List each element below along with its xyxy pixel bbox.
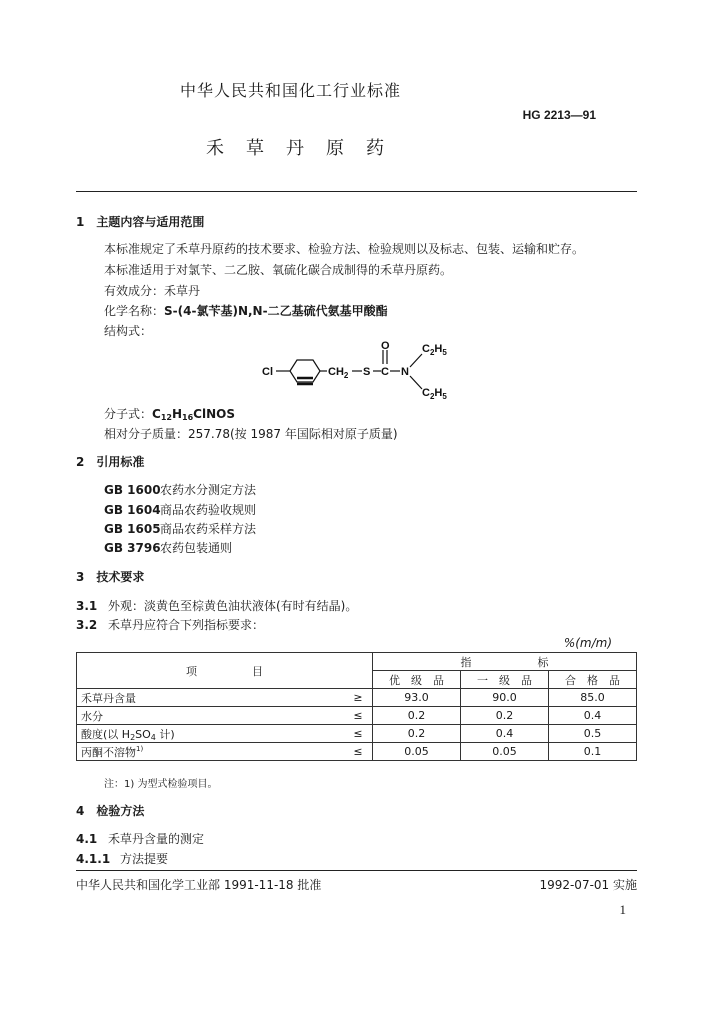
table-cell: 0.2 <box>460 707 548 725</box>
column-header-index: 指 标 <box>372 653 636 671</box>
section-1-paragraph-1: 本标准规定了禾草丹原药的技术要求、检验方法、检验规则以及标志、包装、运输和贮存。 <box>104 242 585 256</box>
table-cell: 0.4 <box>460 725 548 743</box>
molecular-formula-label: 分子式： <box>104 407 153 421</box>
section-2-heading: 2 引用标准 <box>76 455 145 469</box>
comparison-operator: ≤ <box>344 743 373 761</box>
comparison-operator: ≥ <box>344 689 373 707</box>
molecular-mass: 相对分子质量：257.78(按 1987 年国际相对原子质量) <box>104 427 398 441</box>
methylene-group: $CH_2$ <box>328 366 349 380</box>
chemical-name-value: S-(4-氯苄基)N,N-二乙基硫代氨基甲酸酯 <box>164 304 388 318</box>
specification-table <box>76 652 637 761</box>
table-header-row <box>77 653 637 671</box>
table-cell: 93.0 <box>372 689 460 707</box>
page-number: 1 <box>619 902 626 917</box>
section-1-paragraph-2: 本标准适用于对氯苄、二乙胺、氧硫化碳合成制得的禾草丹原药。 <box>104 263 453 277</box>
molecular-formula-value: $C_{12}H_{16}ClNOS$ <box>152 407 235 422</box>
table-cell: 0.05 <box>372 743 460 761</box>
table-row <box>77 743 637 761</box>
comparison-operator: ≤ <box>344 707 373 725</box>
approval-line: 中华人民共和国化学工业部 1991-11-18 批准 <box>76 878 322 892</box>
grade-header: 一 级 品 <box>460 671 548 689</box>
active-ingredient: 有效成分：禾草丹 <box>104 284 201 298</box>
unit-label: %(m/m) <box>563 636 612 650</box>
effective-date: 1992-07-01 实施 <box>539 878 637 892</box>
clause-3-1: 3.1 外观：淡黄色至棕黄色油状液体(有时有结晶)。 <box>76 599 358 613</box>
structure-label: 结构式： <box>104 324 153 338</box>
reference-item: GB 1605商品农药采样方法 <box>104 522 257 536</box>
table-cell: 0.2 <box>372 707 460 725</box>
table-row <box>77 707 637 725</box>
reference-item: GB 3796农药包装通则 <box>104 541 233 555</box>
row-label: 禾草丹含量 <box>77 689 344 707</box>
row-label: 酸度(以 $H_2SO_4$ 计) <box>77 725 344 743</box>
table-cell: 0.2 <box>372 725 460 743</box>
table-row <box>77 689 637 707</box>
table-note: 注：1) 为型式检验项目。 <box>104 779 218 790</box>
standard-number: HG 2213—91 <box>522 108 596 122</box>
document-title: 禾草丹原药 <box>206 138 406 159</box>
nitrogen-atom: N <box>401 366 409 378</box>
row-label: 丙酮不溶物$^{1)}$ <box>77 743 344 761</box>
footer-rule <box>76 870 637 871</box>
comparison-operator: ≤ <box>344 725 373 743</box>
table-cell: 0.1 <box>548 743 636 761</box>
molecular-formula <box>104 405 235 422</box>
table-cell: 90.0 <box>460 689 548 707</box>
clause-4-1: 4.1 禾草丹含量的测定 <box>76 832 205 846</box>
sulfur-atom: S <box>363 366 371 378</box>
ethyl-group-bottom: $C_2H_5$ <box>422 387 447 401</box>
reference-item: GB 1604商品农药验收规则 <box>104 503 257 517</box>
grade-header: 优 级 品 <box>372 671 460 689</box>
table-row <box>77 725 637 743</box>
row-label: 水分 <box>77 707 344 725</box>
section-1-heading: 1 主题内容与适用范围 <box>76 215 205 229</box>
clause-4-1-1: 4.1.1 方法提要 <box>76 852 169 866</box>
grade-header: 合 格 品 <box>548 671 636 689</box>
oxygen-atom: O <box>381 340 390 352</box>
reference-item: GB 1600农药水分测定方法 <box>104 483 257 497</box>
section-3-heading: 3 技术要求 <box>76 570 145 584</box>
column-header-item: 项 目 <box>77 653 373 689</box>
clause-3-2: 3.2 禾草丹应符合下列指标要求： <box>76 618 265 632</box>
section-4-heading: 4 检验方法 <box>76 804 145 818</box>
ethyl-group-top: $C_2H_5$ <box>422 343 447 357</box>
table-cell: 0.05 <box>460 743 548 761</box>
chemical-name-label: 化学名称： <box>104 304 165 318</box>
carbonyl-carbon: C <box>381 366 389 378</box>
issuer-title: 中华人民共和国化工行业标准 <box>180 81 402 100</box>
table-cell: 0.4 <box>548 707 636 725</box>
table-cell: 85.0 <box>548 689 636 707</box>
table-cell: 0.5 <box>548 725 636 743</box>
chlorine-atom: Cl <box>262 366 273 378</box>
